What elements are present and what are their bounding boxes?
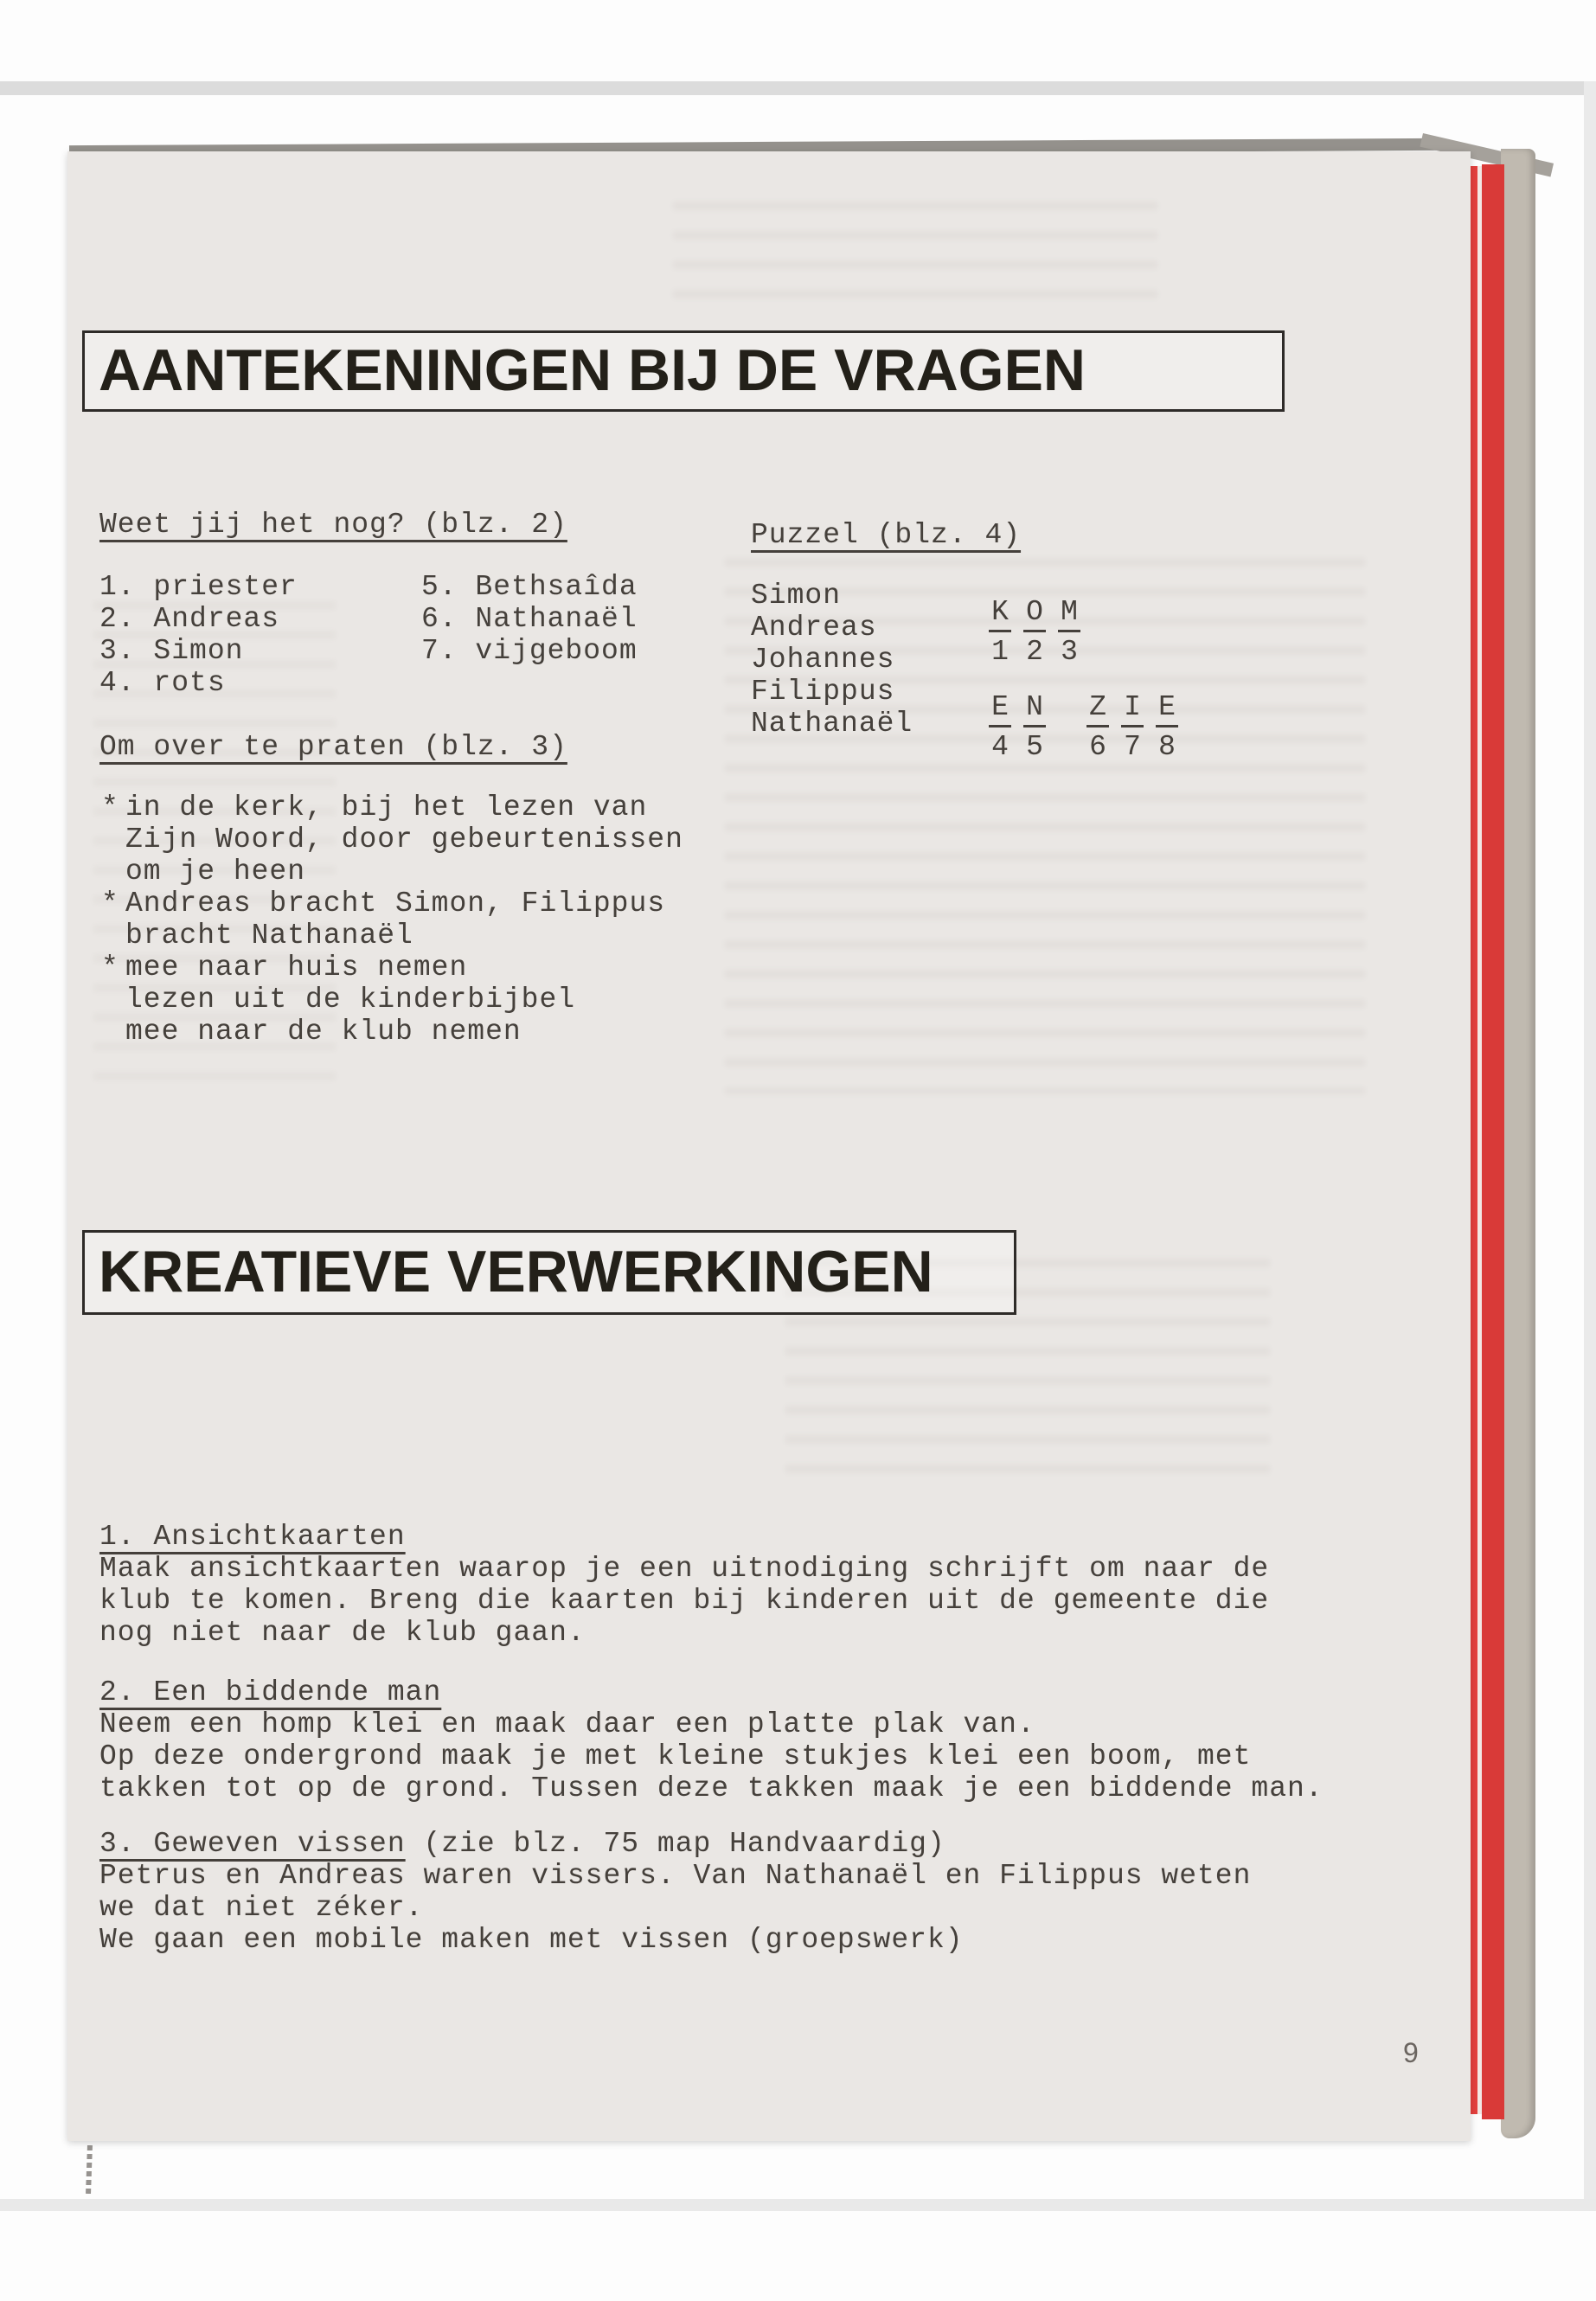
- puzzel-numbers-row: [989, 638, 1080, 666]
- bullet-line: Andreas bracht Simon, Filippus: [125, 888, 666, 920]
- puzzel-heading: Puzzel (blz. 4): [751, 519, 1022, 551]
- list-item: 7. vijgeboom: [421, 635, 638, 667]
- scan-band-top: [0, 81, 1596, 95]
- item-line: Op deze ondergrond maak je met kleine stukjes klei een boom, met: [99, 1740, 1252, 1772]
- puzzel-answer-group: [989, 693, 1046, 761]
- puzzel-letters-row: [1086, 693, 1178, 727]
- puzzel-name: Johannes: [751, 644, 895, 676]
- puzzel-number: 7: [1124, 731, 1141, 763]
- item-heading: [99, 1828, 945, 1860]
- bullet-marker: *: [101, 952, 119, 984]
- bullet-line: in de kerk, bij het lezen van: [125, 792, 648, 824]
- section-title-box: [82, 330, 1285, 412]
- item-line: Petrus en Andreas waren vissers. Van Nathanaël en Filippus weten: [99, 1860, 1252, 1892]
- item-heading-underlined: 3. Geweven vissen: [99, 1828, 406, 1860]
- puzzel-letter: O: [1023, 598, 1046, 632]
- item-line: nog niet naar de klub gaan.: [99, 1617, 586, 1649]
- puzzel-letter: E: [989, 693, 1011, 727]
- puzzel-number: 6: [1089, 731, 1106, 763]
- page-number: 9: [1403, 2037, 1419, 2068]
- puzzel-name: Andreas: [751, 612, 877, 644]
- praten-heading: Om over te praten (blz. 3): [99, 731, 567, 763]
- scan-band-bottom: [0, 2199, 1596, 2211]
- bullet-marker: *: [101, 888, 119, 920]
- puzzel-letter: Z: [1086, 693, 1109, 727]
- item-heading-suffix: (zie blz. 75 map Handvaardig): [405, 1828, 945, 1860]
- puzzel-number: 5: [1026, 731, 1043, 763]
- puzzel-number: 1: [991, 636, 1009, 668]
- puzzel-letter: E: [1156, 693, 1178, 727]
- list-item: 6. Nathanaël: [421, 603, 638, 635]
- puzzel-answer-group: [989, 598, 1080, 666]
- item-line: We gaan een mobile maken met vissen (groepswerk): [99, 1924, 964, 1956]
- section-title: AANTEKENINGEN BIJ DE VRAGEN: [99, 337, 1086, 403]
- bleedthrough-artifact: [673, 202, 1157, 305]
- item-line: takken tot op de grond. Tussen deze takken maak je een biddende man.: [99, 1772, 1324, 1804]
- bullet-line: Zijn Woord, door gebeurtenissen: [125, 824, 683, 856]
- item-line: klub te komen. Breng die kaarten bij kinderen uit de gemeente die: [99, 1585, 1270, 1617]
- puzzel-number: 4: [991, 731, 1009, 763]
- puzzel-name: Simon: [751, 580, 842, 612]
- bullet-line: mee naar huis nemen: [125, 952, 468, 984]
- puzzel-letter: K: [989, 598, 1011, 632]
- section-title-box: [82, 1230, 1016, 1315]
- item-line: Maak ansichtkaarten waarop je een uitnodiging schrijft om naar de: [99, 1553, 1270, 1585]
- list-item: 3. Simon: [99, 635, 244, 667]
- puzzel-letters-row: [989, 598, 1080, 632]
- puzzel-letter: I: [1121, 693, 1144, 727]
- puzzel-name: Nathanaël: [751, 708, 913, 740]
- item-heading: 1. Ansichtkaarten: [99, 1521, 406, 1553]
- bullet-line: bracht Nathanaël: [125, 920, 413, 952]
- bullet-line: mee naar de klub nemen: [125, 1016, 522, 1048]
- bullet-line: om je heen: [125, 856, 306, 888]
- item-heading: 2. Een biddende man: [99, 1676, 442, 1708]
- puzzel-answer-group: [1086, 693, 1178, 761]
- puzzel-name: Filippus: [751, 676, 895, 708]
- ink-mark: [86, 2145, 93, 2194]
- weet-heading: Weet jij het nog? (blz. 2): [99, 509, 567, 541]
- book-cover-red-stripe: [1482, 164, 1504, 2119]
- book-binding-edge: [1501, 149, 1535, 2138]
- document-page: [67, 151, 1471, 2141]
- puzzel-number: 2: [1026, 636, 1043, 668]
- puzzel-letter: M: [1058, 598, 1080, 632]
- puzzel-number: 3: [1061, 636, 1078, 668]
- puzzel-number: 8: [1158, 731, 1176, 763]
- scan-strip-right: [1584, 81, 1596, 2211]
- bullet-line: lezen uit de kinderbijbel: [125, 984, 576, 1016]
- item-line: we dat niet zéker.: [99, 1892, 424, 1924]
- list-item: 2. Andreas: [99, 603, 280, 635]
- list-item: 5. Bethsaîda: [421, 571, 638, 603]
- list-item: 1. priester: [99, 571, 298, 603]
- section-title: KREATIEVE VERWERKINGEN: [99, 1239, 933, 1304]
- puzzel-letter: N: [1023, 693, 1046, 727]
- puzzel-numbers-row: [1086, 733, 1178, 761]
- puzzel-numbers-row: [989, 733, 1046, 761]
- item-line: Neem een homp klei en maak daar een platte plak van.: [99, 1708, 1035, 1740]
- puzzel-letters-row: [989, 693, 1046, 727]
- list-item: 4. rots: [99, 667, 226, 699]
- bullet-marker: *: [101, 792, 119, 824]
